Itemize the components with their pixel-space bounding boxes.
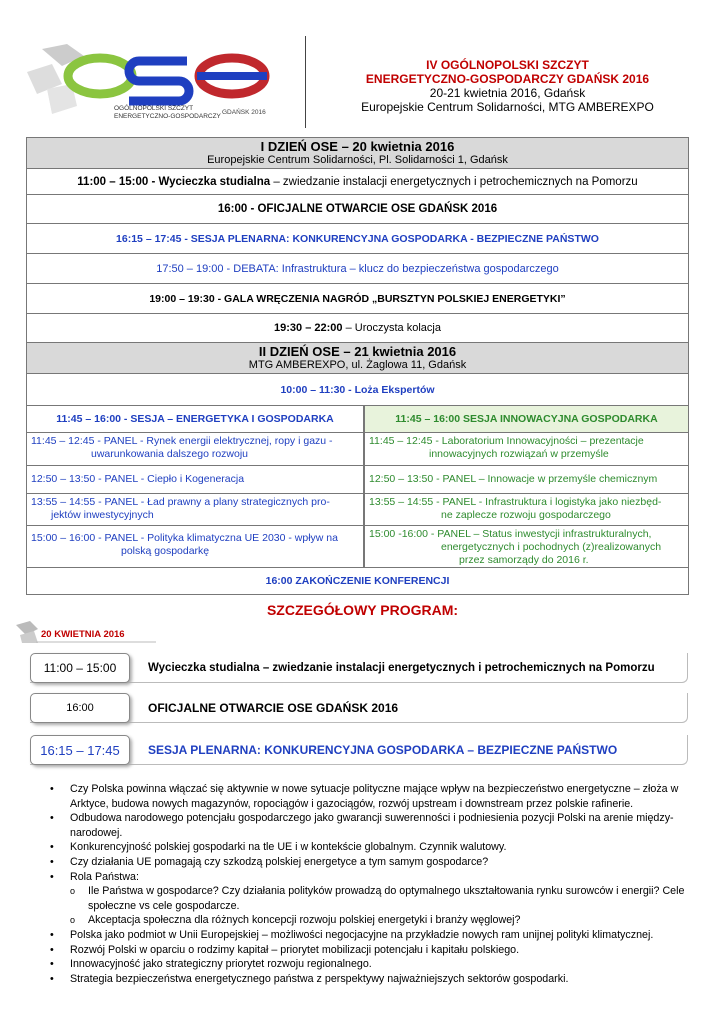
- day1-row-3: [26, 223, 689, 254]
- day1-item6-time: 19:30 – 22:00: [274, 322, 343, 334]
- list-item: • Rozwój Polski w oparciu o rodzimy kapitał – priorytet mobilizacji potencjału i kapitału polskiego.: [50, 943, 700, 958]
- panel-line: 12:50 – 13:50 - PANEL – Innowacje w przemyśle chemicznym: [369, 473, 658, 485]
- panel-line: 15:00 – 16:00 - PANEL - Polityka klimatyczna UE 2030 - wpływ na: [31, 532, 338, 544]
- day2-session-heads: [26, 405, 689, 433]
- day1-item5: 19:00 – 19:30 - GALA WRĘCZENIA NAGRÓD „BURSZTYN POLSKIEJ ENERGETYKI”: [149, 292, 566, 305]
- logo-city: GDAŃSK 2016: [222, 109, 266, 116]
- logo-sub-line1: OGÓLNOPOLSKI SZCZYT: [114, 105, 194, 112]
- day2-right-panel-2: [364, 465, 689, 494]
- day2-row-1: [26, 432, 689, 466]
- panel-line: polską gospodarkę: [121, 545, 210, 557]
- plenary-topics: [50, 782, 700, 986]
- date-tag: 20 KWIETNIA 2016: [41, 629, 125, 640]
- day1-item4: 17:50 – 19:00 - DEBATA: Infrastruktura – klucz do bezpieczeństwa gospodarczego: [156, 262, 559, 275]
- day1-item3: 16:15 – 17:45 - SESJA PLENARNA: KONKURENCYJNA GOSPODARKA - BEZPIECZNE PAŃSTWO: [116, 232, 599, 245]
- panel-line: ne zaplecze rozwoju gospodarczego: [441, 509, 611, 521]
- day2-row-3: [26, 493, 689, 526]
- slot-2-title: OFICJALNE OTWARCIE OSE GDAŃSK 2016: [148, 701, 399, 715]
- list-item: • Czy działania UE pomagają czy szkodzą polskiej energetyce a tym samym gospodarce?: [50, 855, 700, 870]
- slot-3: [30, 735, 617, 765]
- day2-left-panel-1: [26, 432, 364, 466]
- slot-1-title: Wycieczka studialna – zwiedzanie instalacji energetycznych i petrochemicznych na Pomorzu: [148, 662, 655, 674]
- ose-logo: [22, 44, 292, 124]
- panel-line: 11:45 – 12:45 - Laboratorium Innowacyjności – prezentacje: [369, 435, 644, 447]
- day2-title: II DZIEŃ OSE – 21 kwietnia 2016: [258, 344, 457, 359]
- event-venue: Europejskie Centrum Solidarności, MTG AMBEREXPO: [361, 100, 654, 114]
- slot-2-time: 16:00: [30, 693, 130, 723]
- panel-line: 12:50 – 13:50 - PANEL - Ciepło i Kogeneracja: [31, 473, 245, 485]
- day1-address: Europejskie Centrum Solidarności, Pl. Solidarności 1, Gdańsk: [207, 154, 508, 166]
- sub-list-item: o Ile Państwa w gospodarce? Czy działania polityków prowadzą do optymalnego ukształtowania rynku surowców i energii? Cele społeczne vs cele gospodarcze.: [50, 884, 700, 913]
- detail-heading: SZCZEGÓŁOWY PROGRAM:: [266, 602, 459, 618]
- list-item: • Konkurencyjność polskiej gospodarki na tle UE i w kontekście globalnym. Czynnik walutowy.: [50, 840, 700, 855]
- panel-line: 13:55 – 14:55 - PANEL - Ład prawny a plany strategicznych pro-: [31, 496, 330, 508]
- day2-row-4: [26, 525, 689, 568]
- list-item: • Innowacyjność jako strategiczny priorytet rozwoju regionalnego.: [50, 957, 700, 972]
- day1-row-1: [26, 168, 689, 195]
- panel-line: 13:55 – 14:55 - PANEL - Infrastruktura i logistyka jako niezbęd-: [369, 496, 662, 508]
- list-item: • Polska jako podmiot w Unii Europejskiej – możliwości negocjacyjne na przykładzie nowych ram unijnej polityki klimatycznej.: [50, 928, 700, 943]
- day2-right-panel-3: [364, 493, 689, 526]
- list-item: • Odbudowa narodowego potencjału gospodarczego jako gwarancji suwerenności i podniesienia pozycji Polski na arenie między-narodowej.: [50, 811, 700, 840]
- day1-item6-desc: – Uroczysta kolacja: [342, 322, 441, 334]
- panel-line: 15:00 -16:00 - PANEL – Status inwestycji infrastrukturalnych,: [369, 528, 652, 540]
- day1-item2: 16:00 - OFICJALNE OTWARCIE OSE GDAŃSK 2016: [217, 203, 498, 215]
- day1-title: I DZIEŃ OSE – 20 kwietnia 2016: [260, 139, 455, 154]
- day1-row-5: [26, 283, 689, 314]
- logo-sub-line2: ENERGETYCZNO-GOSPODARCZY: [114, 113, 221, 120]
- slot-3-time: 16:15 – 17:45: [30, 735, 130, 765]
- day2-right-panel-1: [364, 432, 689, 466]
- day1-row-2: [26, 194, 689, 224]
- day1-item1-time: 11:00 – 15:00 - Wycieczka studialna: [77, 175, 271, 188]
- event-header: [330, 58, 685, 114]
- day1-row-4: [26, 253, 689, 284]
- header-divider: [305, 36, 306, 128]
- day2-loza: 10:00 – 11:30 - Loża Ekspertów: [280, 383, 435, 396]
- list-item: • Rola Państwa:: [50, 870, 700, 885]
- day1-item1-desc: – zwiedzanie instalacji energetycznych i petrochemicznych na Pomorzu: [270, 175, 638, 188]
- day2-right-panel-4: [364, 525, 689, 568]
- day2-address: MTG AMBEREXPO, ul. Żaglowa 11, Gdańsk: [248, 359, 467, 371]
- list-item: • Strategia bezpieczeństwa energetycznego państwa z perspektywy najważniejszych sektorów gospodarki.: [50, 972, 700, 987]
- panel-line: energetycznych i pochodnych (z)realizowanych: [441, 541, 662, 553]
- day2-loza-row: [26, 373, 689, 406]
- panel-line: innowacyjnych rozwiązań w przemyśle: [429, 448, 609, 460]
- day1-row-6: [26, 313, 689, 343]
- sub-list-item: o Akceptacja społeczna dla różnych koncepcji rozwoju polskiej energetyki i branży węglowej?: [50, 913, 700, 928]
- day2-left-panel-4: [26, 525, 364, 568]
- slot-3-title: SESJA PLENARNA: KONKURENCYJNA GOSPODARKA – BEZPIECZNE PAŃSTWO: [148, 743, 618, 757]
- event-title-1: IV OGÓLNOPOLSKI SZCZYT: [426, 58, 589, 72]
- event-dates: 20-21 kwietnia 2016, Gdańsk: [429, 86, 586, 100]
- day2-end-row: [26, 567, 689, 595]
- day2-header: [26, 342, 689, 374]
- panel-line: jektów inwestycyjnych: [51, 509, 154, 521]
- event-title-2: ENERGETYCZNO-GOSPODARCZY GDAŃSK 2016: [365, 72, 650, 86]
- day2-left-panel-2: [26, 465, 364, 494]
- panel-line: uwarunkowania dalszego rozwoju: [91, 448, 249, 460]
- list-item: • Czy Polska powinna włączać się aktywnie w nowe sytuacje polityczne mające wpływ na bezpieczeństwo energetyczne – złoża w Arktyce, budowa nowych magazynów, ropociągów i gazociągów, rozwój upstream i downstream przez polskie rafinerie.: [50, 782, 700, 811]
- day2-end: 16:00 ZAKOŃCZENIE KONFERENCJI: [265, 575, 450, 587]
- panel-line: przez samorządy do 2016 r.: [459, 554, 589, 566]
- slot-2: [30, 693, 398, 723]
- day2-right-head: 11:45 – 16:00 SESJA INNOWACYJNA GOSPODARKA: [364, 405, 689, 433]
- panel-line: 11:45 – 12:45 - PANEL - Rynek energii elektrycznej, ropy i gazu -: [31, 435, 333, 447]
- day2-row-2: [26, 465, 689, 494]
- day2-left-head: 11:45 – 16:00 - SESJA – ENERGETYKA I GOSPODARKA: [26, 405, 364, 433]
- slot-1: [30, 653, 655, 683]
- day1-header: [26, 137, 689, 169]
- slot-1-time: 11:00 – 15:00: [30, 653, 130, 683]
- day2-left-panel-3: [26, 493, 364, 526]
